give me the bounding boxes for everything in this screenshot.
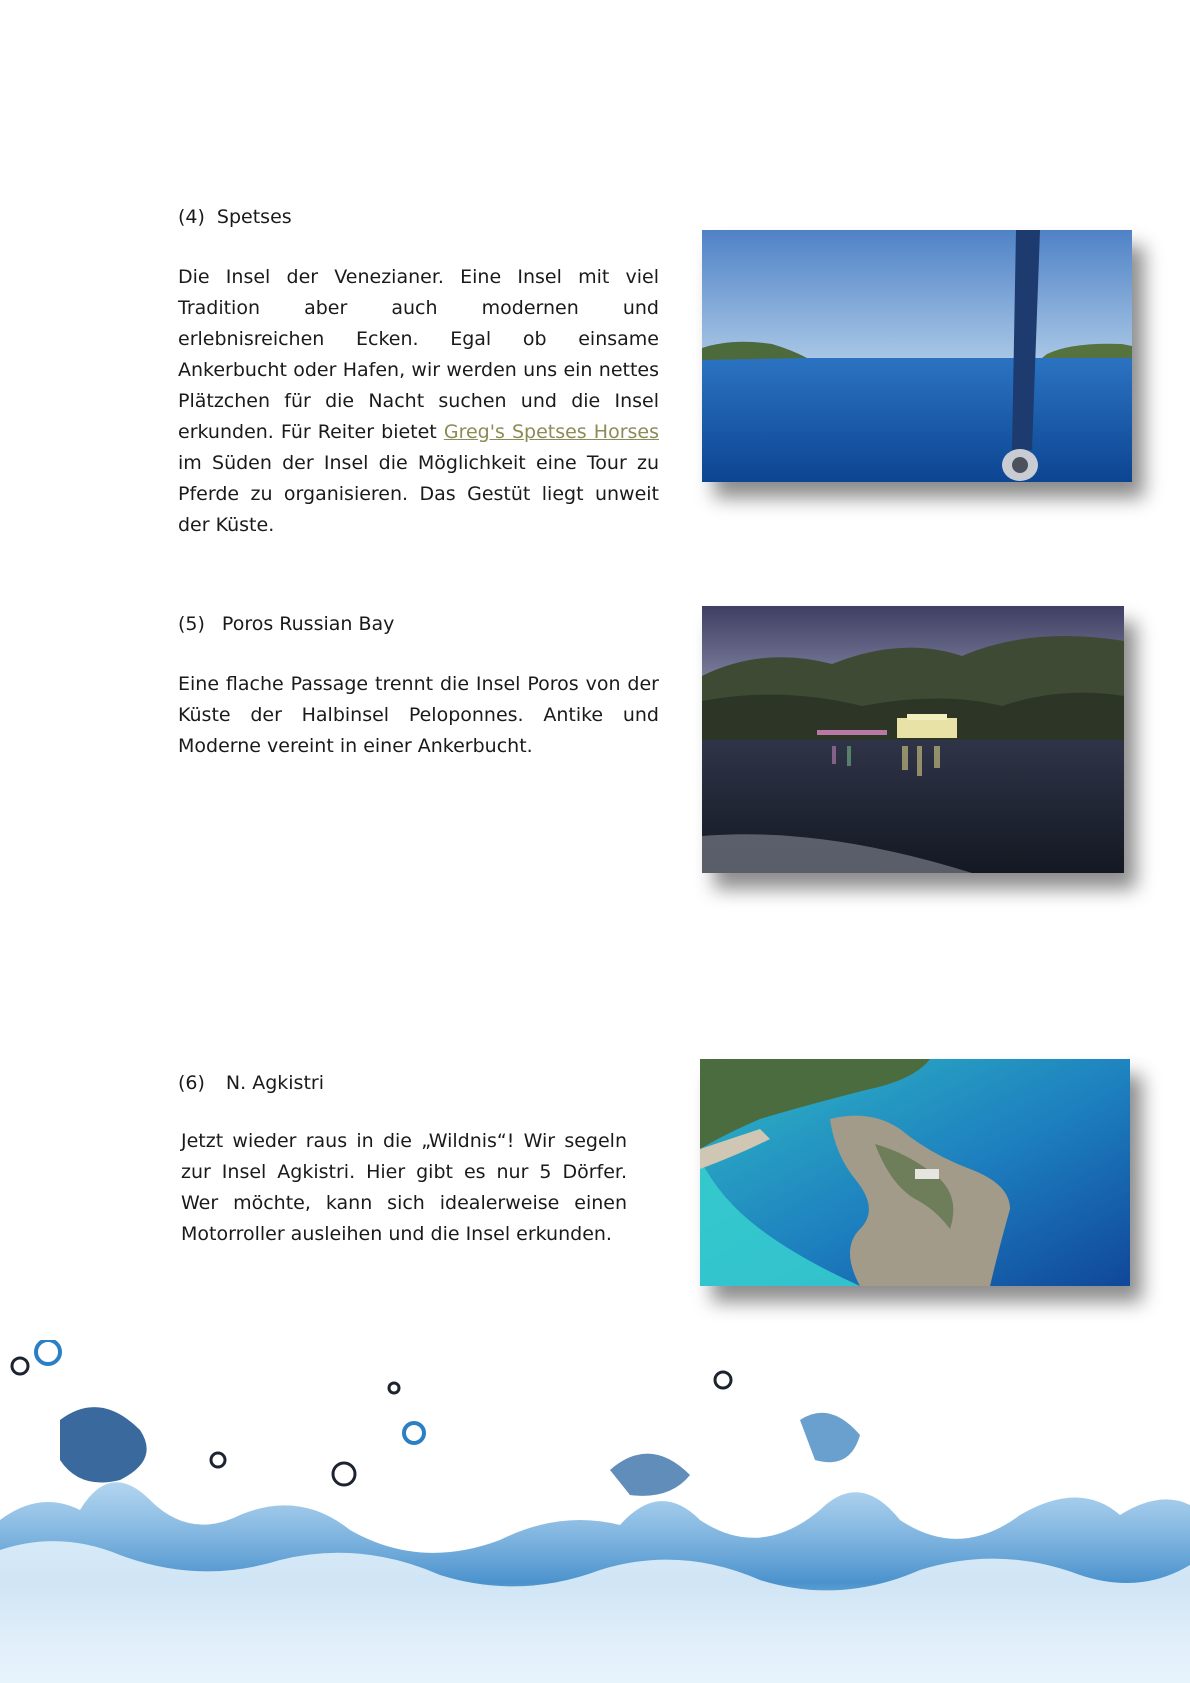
- section-text-agkistri: [181, 1126, 627, 1250]
- section-number: (6): [178, 1072, 205, 1094]
- section-text-spetses: [178, 262, 659, 541]
- section-text-poros: [178, 669, 659, 762]
- section-heading-poros: [178, 612, 394, 636]
- section-number: (4): [178, 206, 205, 228]
- section-heading-agkistri: [178, 1071, 324, 1095]
- section-title: Spetses: [216, 206, 292, 228]
- link-gregs-spetses-horses[interactable]: Greg's Spetses Horses: [443, 421, 660, 443]
- section-body: Jetzt wieder raus in die „Wildnis“! Wir segeln zur Insel Agkistri. Hier gibt es nur 5 Dörfer. Wer möchte, kann sich idealerweise einen Motorroller ausleihen und die Insel erkunden.: [181, 1130, 627, 1245]
- section-title: Poros Russian Bay: [221, 613, 395, 635]
- photo-poros-bay-evening: [702, 606, 1124, 873]
- section-heading-spetses: [178, 205, 292, 229]
- section-title: N. Agkistri: [225, 1072, 324, 1094]
- water-splash-decoration: [0, 1340, 1190, 1683]
- section-body: Eine flache Passage trennt die Insel Poros von der Küste der Halbinsel Peloponnes. Antike und Moderne vereint in einer Ankerbucht.: [178, 673, 659, 757]
- photo-spetses-sea-view: [702, 230, 1132, 482]
- text-before-link: Die Insel der Venezianer. Eine Insel mit viel Tradition aber auch modernen und erlebnisreichen Ecken. Egal ob einsame Ankerbucht oder Hafen, wir werden uns ein nettes Plätzchen für die Nacht suchen und die Insel erkunden. Für Reiter bietet: [178, 266, 659, 443]
- section-number: (5): [178, 613, 205, 635]
- text-after-link: im Süden der Insel die Möglichkeit eine Tour zu Pferde zu organisieren. Das Gestüt liegt unweit der Küste.: [178, 452, 659, 536]
- photo-agkistri-aerial: [700, 1059, 1130, 1286]
